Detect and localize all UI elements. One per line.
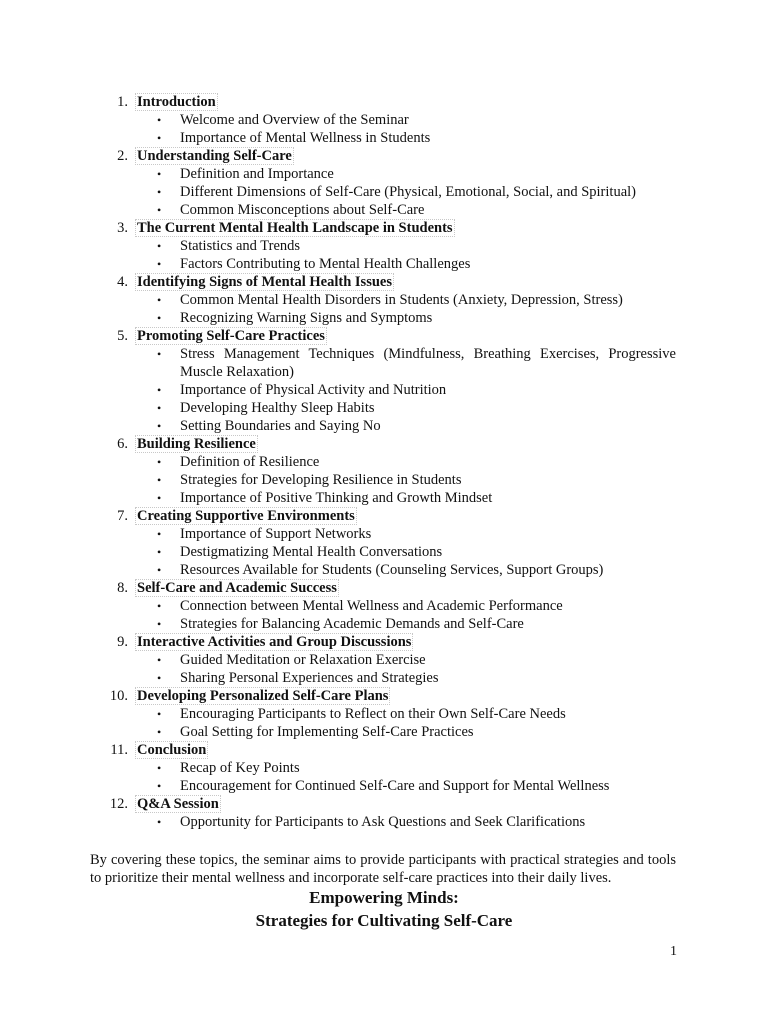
section-number: 3.	[117, 220, 128, 236]
bullet-icon: •	[157, 545, 162, 559]
outline-section	[0, 219, 768, 273]
section-number: 7.	[117, 508, 128, 524]
bullet-list	[0, 651, 768, 687]
bullet-text: Common Misconceptions about Self-Care	[180, 202, 425, 218]
bullet-text: Guided Meditation or Relaxation Exercise	[180, 652, 426, 668]
bullet-icon: •	[157, 617, 162, 631]
bullet-text: Importance of Physical Activity and Nutrition	[180, 382, 447, 398]
section-heading	[0, 93, 768, 111]
bullet-icon: •	[157, 167, 162, 181]
section-number: 1.	[117, 94, 128, 110]
bullet-item	[0, 615, 768, 633]
section-title: Building Resilience	[137, 436, 256, 452]
section-title: Developing Personalized Self-Care Plans	[137, 688, 389, 704]
section-heading	[0, 327, 768, 345]
bullet-icon: •	[157, 761, 162, 775]
outline-section	[0, 633, 768, 687]
bullet-item	[0, 165, 768, 183]
bullet-icon: •	[157, 401, 162, 415]
bullet-item	[0, 417, 768, 435]
bullet-item	[0, 309, 768, 327]
section-title: The Current Mental Health Landscape in Students	[137, 220, 453, 236]
section-heading	[0, 219, 768, 237]
bullet-list	[0, 453, 768, 507]
bullet-text: Sharing Personal Experiences and Strategies	[180, 670, 439, 686]
bullet-list	[0, 165, 768, 219]
seminar-outline	[0, 93, 768, 831]
bullet-text: Definition and Importance	[180, 166, 334, 182]
bullet-text: Strategies for Developing Resilience in Students	[180, 472, 462, 488]
bullet-icon: •	[157, 113, 162, 127]
bullet-text: Connection between Mental Wellness and Academic Performance	[180, 598, 563, 614]
section-heading	[0, 435, 768, 453]
bullet-icon: •	[157, 725, 162, 739]
section-number: 12.	[109, 796, 128, 812]
bullet-item	[0, 543, 768, 561]
section-title: Q&A Session	[137, 796, 219, 812]
bullet-text: Destigmatizing Mental Health Conversations	[180, 544, 443, 560]
bullet-text: Stress Management Techniques (Mindfulness, Breathing Exercises, Progressive Muscle Relaxation)	[180, 346, 676, 380]
bullet-list	[0, 237, 768, 273]
bullet-item	[0, 669, 768, 687]
bullet-icon: •	[157, 185, 162, 199]
section-heading	[0, 273, 768, 291]
bullet-icon: •	[157, 473, 162, 487]
bullet-text: Recognizing Warning Signs and Symptoms	[180, 310, 433, 326]
outline-section	[0, 795, 768, 831]
section-number: 5.	[117, 328, 128, 344]
section-title: Creating Supportive Environments	[137, 508, 355, 524]
section-number: 6.	[117, 436, 128, 452]
bullet-item	[0, 237, 768, 255]
section-number: 4.	[117, 274, 128, 290]
section-heading	[0, 687, 768, 705]
bullet-icon: •	[157, 527, 162, 541]
bullet-icon: •	[157, 257, 162, 271]
bullet-item	[0, 345, 768, 381]
outline-section	[0, 741, 768, 795]
bullet-icon: •	[157, 653, 162, 667]
section-heading	[0, 741, 768, 759]
bullet-text: Importance of Positive Thinking and Growth Mindset	[180, 490, 493, 506]
bullet-icon: •	[157, 779, 162, 793]
bullet-item	[0, 525, 768, 543]
bullet-text: Welcome and Overview of the Seminar	[180, 112, 409, 128]
bullet-list	[0, 705, 768, 741]
bullet-icon: •	[157, 311, 162, 325]
bullet-item	[0, 561, 768, 579]
bullet-icon: •	[157, 419, 162, 433]
section-title: Promoting Self-Care Practices	[137, 328, 325, 344]
bullet-item	[0, 777, 768, 795]
outline-section	[0, 687, 768, 741]
outline-section	[0, 93, 768, 147]
bullet-text: Definition of Resilience	[180, 454, 320, 470]
bullet-text: Opportunity for Participants to Ask Questions and Seek Clarifications	[180, 814, 586, 830]
section-heading	[0, 633, 768, 651]
bullet-text: Different Dimensions of Self-Care (Physical, Emotional, Social, and Spiritual)	[180, 184, 636, 200]
section-heading	[0, 795, 768, 813]
bullet-item	[0, 183, 768, 201]
bullet-item	[0, 453, 768, 471]
bullet-item	[0, 291, 768, 309]
bullet-icon: •	[157, 491, 162, 505]
bullet-item	[0, 381, 768, 399]
bullet-text: Statistics and Trends	[180, 238, 301, 254]
section-title: Conclusion	[137, 742, 207, 758]
bullet-icon: •	[157, 203, 162, 217]
bullet-item	[0, 255, 768, 273]
bullet-item	[0, 651, 768, 669]
section-title: Self-Care and Academic Success	[137, 580, 337, 596]
outline-section	[0, 327, 768, 435]
bullet-item	[0, 723, 768, 741]
bullet-item	[0, 111, 768, 129]
bullet-text: Goal Setting for Implementing Self-Care Practices	[180, 724, 474, 740]
document-title-line-1: Empowering Minds:	[309, 888, 459, 907]
bullet-item	[0, 129, 768, 147]
section-number: 9.	[117, 634, 128, 650]
bullet-icon: •	[157, 239, 162, 253]
outline-section	[0, 435, 768, 507]
bullet-item	[0, 471, 768, 489]
bullet-text: Developing Healthy Sleep Habits	[180, 400, 375, 416]
bullet-icon: •	[157, 671, 162, 685]
bullet-item	[0, 597, 768, 615]
bullet-list	[0, 291, 768, 327]
bullet-text: Recap of Key Points	[180, 760, 300, 776]
section-title: Identifying Signs of Mental Health Issues	[137, 274, 392, 290]
section-title: Interactive Activities and Group Discussions	[137, 634, 412, 650]
bullet-icon: •	[157, 707, 162, 721]
section-number: 2.	[117, 148, 128, 164]
bullet-icon: •	[157, 383, 162, 397]
outline-section	[0, 507, 768, 579]
bullet-text: Resources Available for Students (Counseling Services, Support Groups)	[180, 562, 604, 578]
bullet-icon: •	[157, 131, 162, 145]
section-number: 11.	[110, 742, 128, 758]
bullet-list	[0, 111, 768, 147]
bullet-list	[0, 813, 768, 831]
bullet-icon: •	[157, 293, 162, 307]
bullet-icon: •	[157, 563, 162, 577]
outline-section	[0, 273, 768, 327]
bullet-icon: •	[157, 599, 162, 613]
section-heading	[0, 147, 768, 165]
bullet-item	[0, 489, 768, 507]
bullet-text: Factors Contributing to Mental Health Challenges	[180, 256, 471, 272]
closing-paragraph: By covering these topics, the seminar aims to provide participants with practical strategies and tools to prioritize their mental wellness and incorporate self-care practices into their daily lives.	[90, 852, 676, 886]
section-number: 8.	[117, 580, 128, 596]
bullet-item	[0, 705, 768, 723]
bullet-item	[0, 759, 768, 777]
bullet-list	[0, 525, 768, 579]
bullet-icon: •	[157, 815, 162, 829]
section-title: Introduction	[137, 94, 216, 110]
page-number: 1	[670, 944, 677, 959]
bullet-text: Encouraging Participants to Reflect on their Own Self-Care Needs	[180, 706, 566, 722]
bullet-text: Encouragement for Continued Self-Care and Support for Mental Wellness	[180, 778, 610, 794]
bullet-text: Common Mental Health Disorders in Students (Anxiety, Depression, Stress)	[180, 292, 623, 308]
section-heading	[0, 579, 768, 597]
outline-section	[0, 579, 768, 633]
document-title-line-2: Strategies for Cultivating Self-Care	[255, 911, 513, 930]
bullet-text: Strategies for Balancing Academic Demands and Self-Care	[180, 616, 524, 632]
bullet-item	[0, 813, 768, 831]
bullet-text: Importance of Support Networks	[180, 526, 372, 542]
bullet-list	[0, 597, 768, 633]
bullet-item	[0, 399, 768, 417]
bullet-item	[0, 201, 768, 219]
bullet-list	[0, 345, 768, 435]
section-number: 10.	[109, 688, 128, 704]
bullet-text: Setting Boundaries and Saying No	[180, 418, 381, 434]
section-title: Understanding Self-Care	[137, 148, 292, 164]
bullet-icon: •	[157, 347, 162, 361]
section-heading	[0, 507, 768, 525]
bullet-text: Importance of Mental Wellness in Students	[180, 130, 431, 146]
outline-section	[0, 147, 768, 219]
bullet-list	[0, 759, 768, 795]
bullet-icon: •	[157, 455, 162, 469]
